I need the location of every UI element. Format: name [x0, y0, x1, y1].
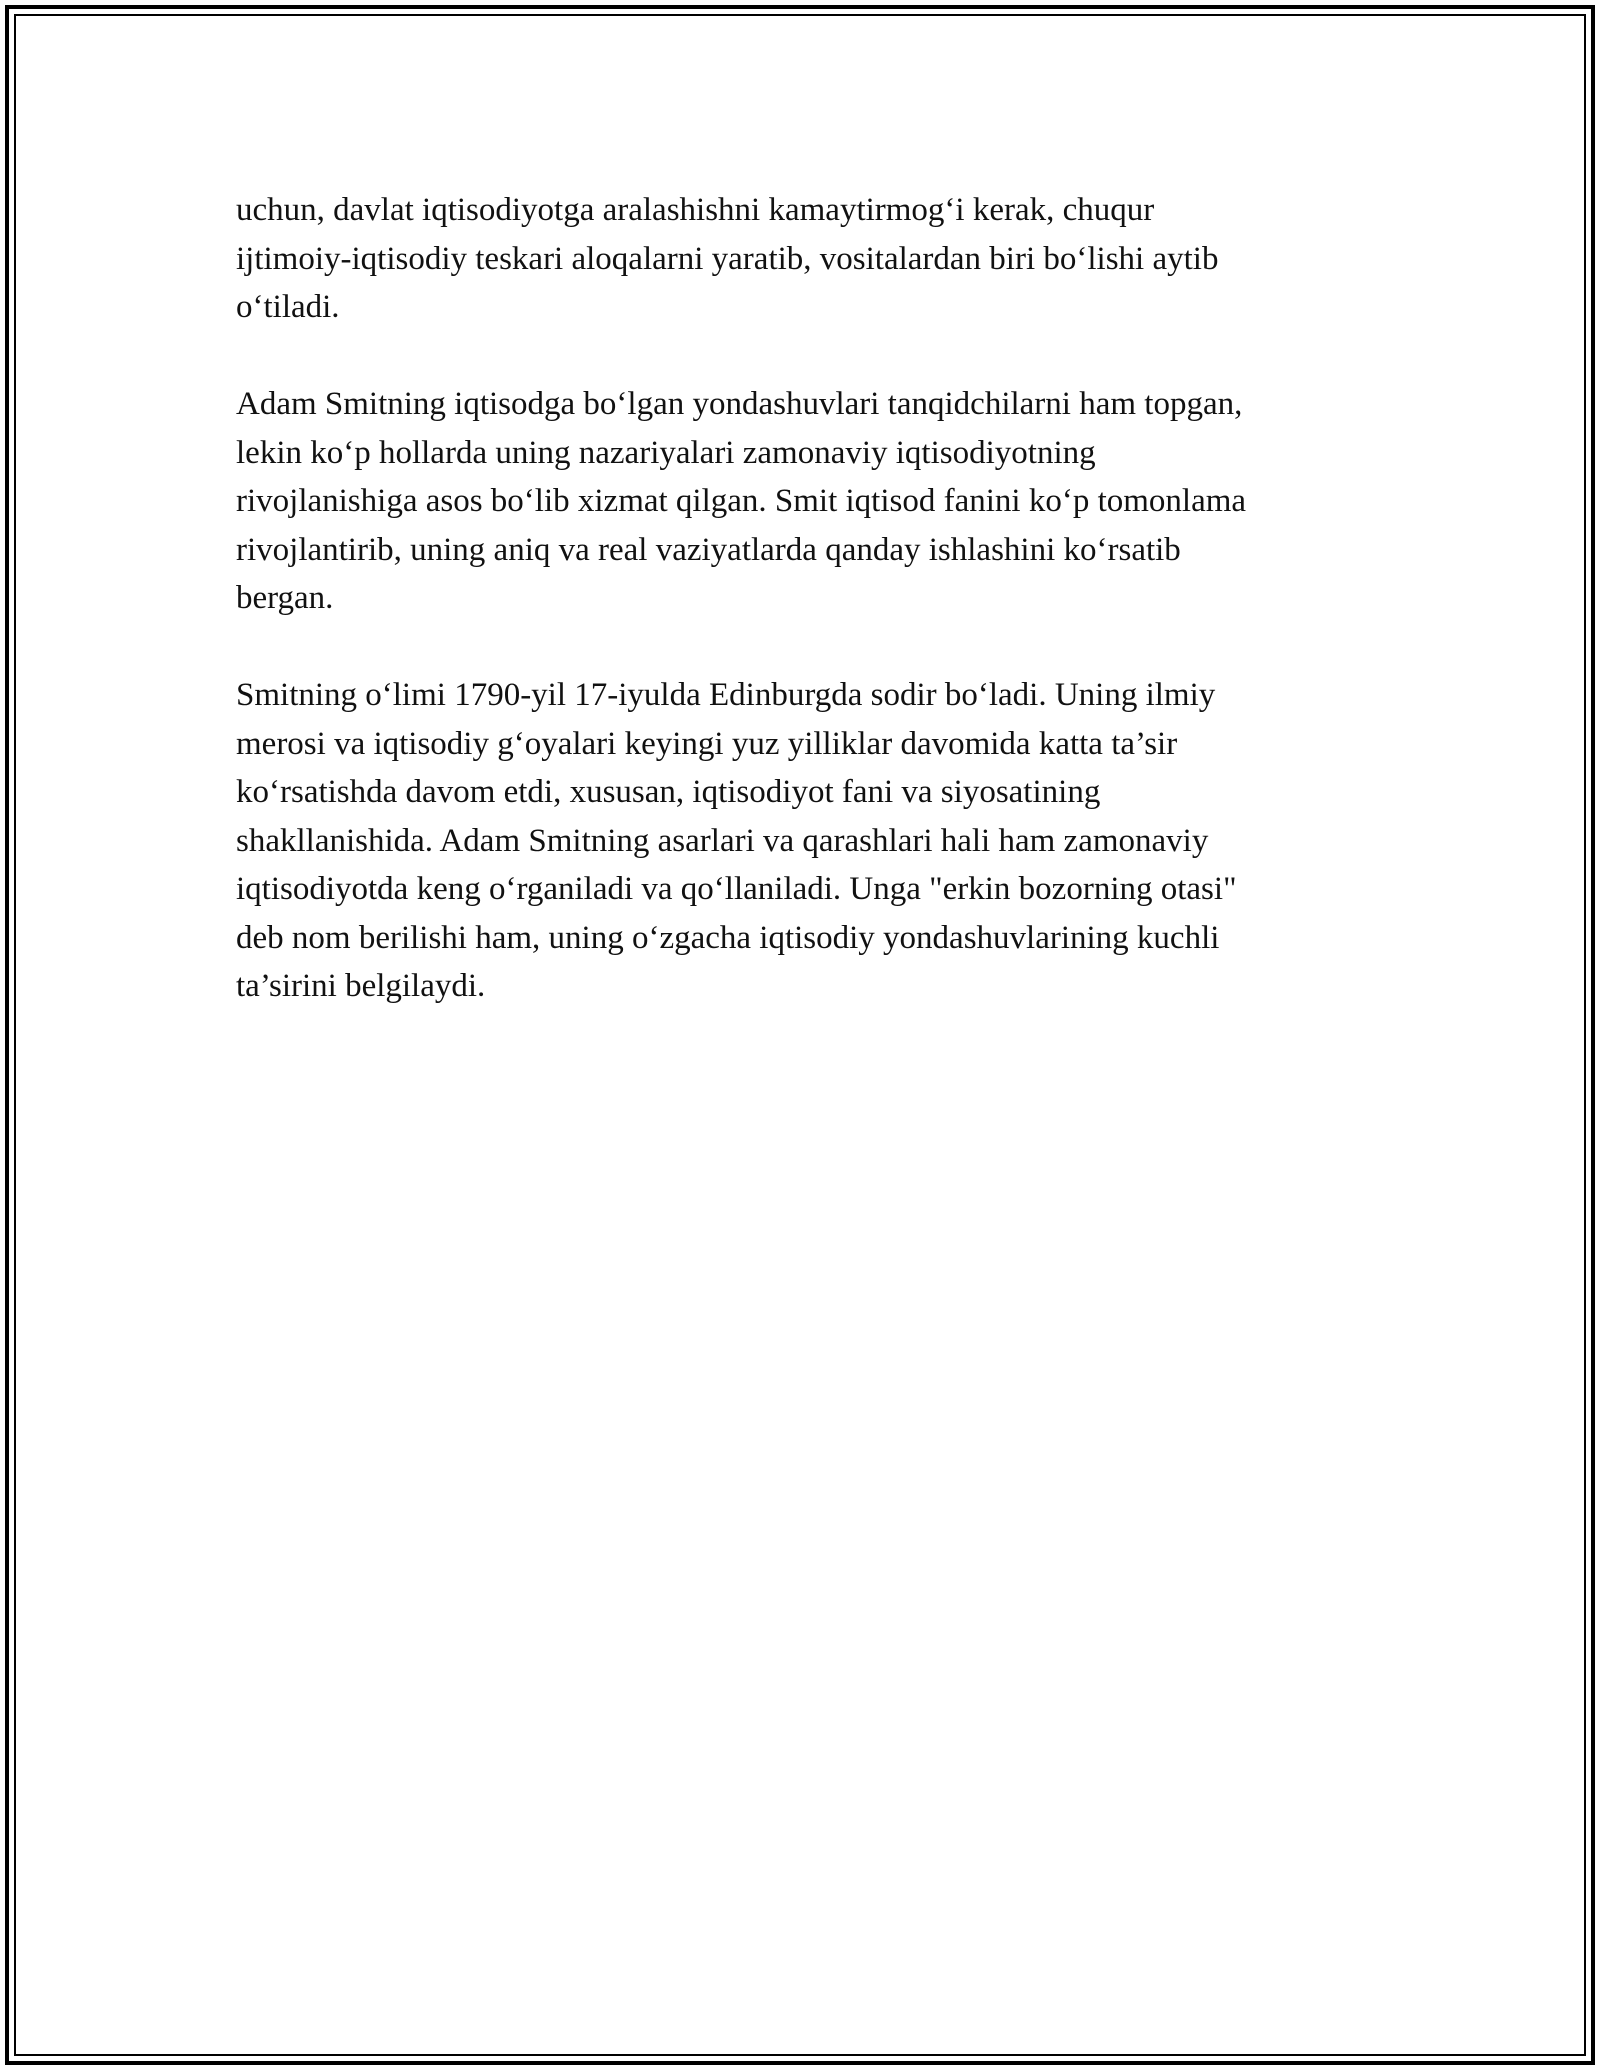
text-line: o‘tiladi.: [236, 289, 340, 325]
text-line: ijtimoiy-iqtisodiy teskari aloqalarni yaratib, vositalardan biri bo‘lishi aytib: [236, 240, 1219, 277]
text-line: ko‘rsatishda davom etdi, xususan, iqtisodiyot fani va siyosatining: [236, 774, 1101, 810]
text-line: iqtisodiyotda keng o‘rganiladi va qo‘llaniladi. Unga "erkin bozorning otasi": [236, 871, 1237, 907]
text-line: Smitning o‘limi 1790-yil 17-iyulda Edinburgda sodir bo‘ladi. Uning ilmiy: [236, 677, 1216, 713]
paragraph-1: [236, 186, 1366, 332]
text-line: rivojlantirib, uning aniq va real vaziyatlarda qanday ishlashini ko‘rsatib: [236, 531, 1181, 568]
text-line: lekin ko‘p hollarda uning nazariyalari zamonaviy iqtisodiyotning: [236, 434, 1096, 471]
text-line: uchun, davlat iqtisodiyotga aralashishni kamaytirmog‘i kerak, chuqur: [236, 192, 1155, 228]
text-line: Adam Smitning iqtisodga bo‘lgan yondashuvlari tanqidchilarni ham topgan,: [236, 386, 1243, 422]
text-line: bergan.: [236, 580, 334, 616]
text-line: shakllanishida. Adam Smitning asarlari va qarashlari hali ham zamonaviy: [236, 822, 1209, 859]
paragraph-3: [236, 671, 1366, 1011]
text-line: rivojlanishiga asos bo‘lib xizmat qilgan. Smit iqtisod fanini ko‘p tomonlama: [236, 483, 1247, 519]
paragraph-2: [236, 380, 1366, 623]
text-line: merosi va iqtisodiy g‘oyalari keyingi yuz yilliklar davomida katta ta’sir: [236, 725, 1178, 762]
document-body: [236, 186, 1366, 1011]
text-line: ta’sirini belgilaydi.: [236, 968, 486, 1004]
text-line: deb nom berilishi ham, uning o‘zgacha iqtisodiy yondashuvlarining kuchli: [236, 919, 1220, 956]
